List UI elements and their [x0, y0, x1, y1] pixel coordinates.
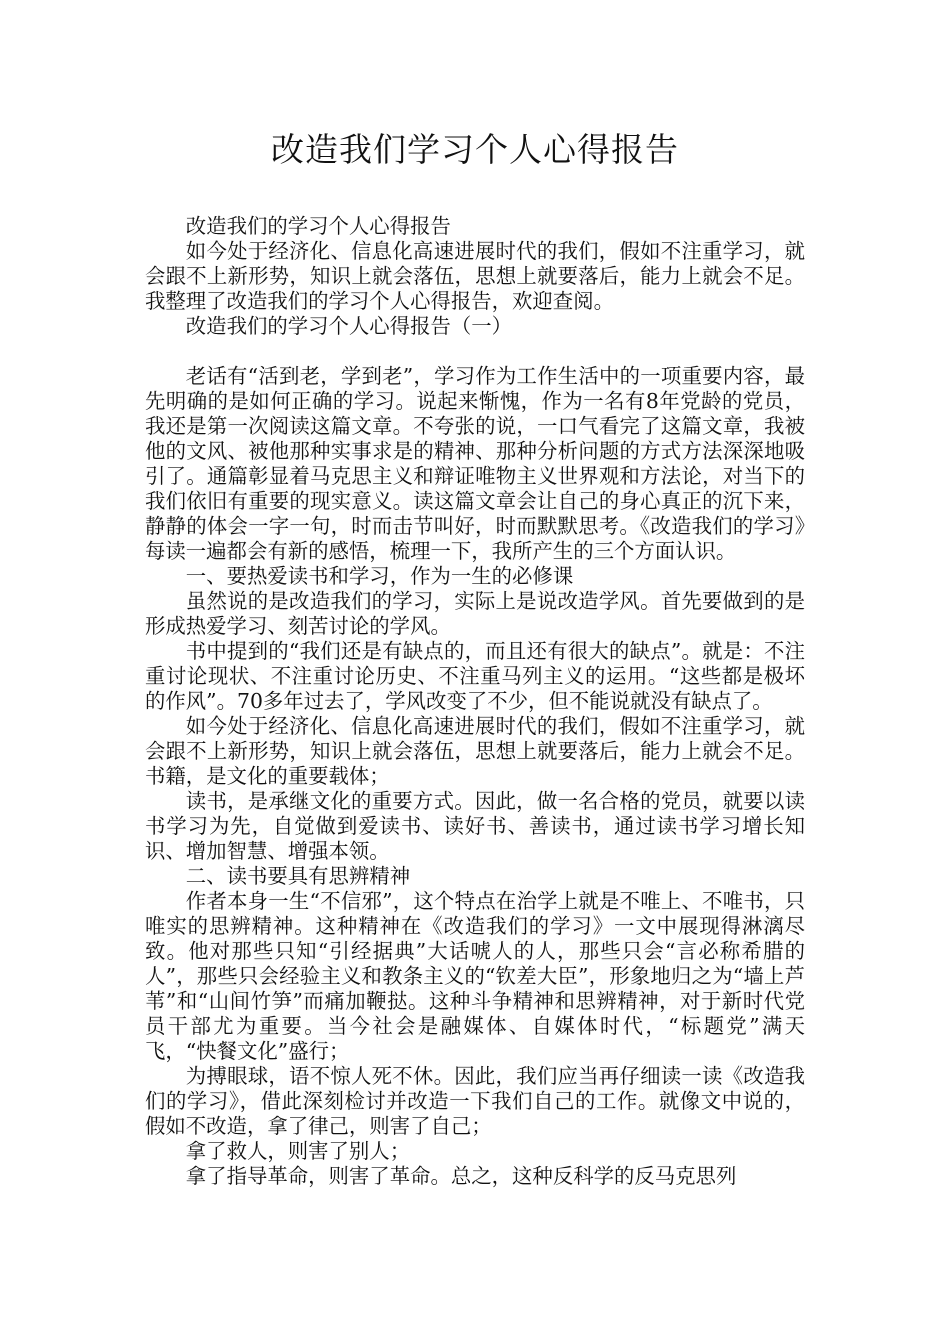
section-heading-1: 一、要热爱读书和学习，作为一生的必修课: [185, 564, 574, 588]
document-body: [145, 214, 805, 1189]
body-paragraph: 读书，是承继文化的重要方式。因此，做一名合格的党员，就要以读书学习为先，自觉做到爱读书、读好书、善读书，通过读书学习增长知识、增加智慧、增强本领。: [145, 789, 805, 863]
body-paragraph: 如今处于经济化、信息化高速进展时代的我们，假如不注重学习，就会跟不上新形势，知识上就会落伍，思想上就要落后，能力上就会不足。书籍，是文化的重要载体；: [145, 714, 805, 788]
body-paragraph: 书中提到的“我们还是有缺点的，而且还有很大的缺点”。就是：不注重讨论现状、不注重讨论历史、不注重马列主义的运用。“这些都是极坏的作风”。70多年过去了，学风改变了不少，但不能说就没有缺点了。: [145, 639, 805, 713]
body-paragraph: 老话有“活到老，学到老”，学习作为工作生活中的一项重要内容，最先明确的是如何正确的学习。说起来惭愧，作为一名有8年党龄的党员，我还是第一次阅读这篇文章。不夸张的说，一口气看完了这篇文章，我被他的文风、被他那种实事求是的精神、那种分析问题的方式方法深深地吸引了。通篇彰显着马克思主义和辩证唯物主义世界观和方法论，对当下的我们依旧有重要的现实意义。读这篇文章会让自己的身心真正的沉下来，静静的体会一字一句，时而击节叫好，时而默默思考。《改造我们的学习》每读一遍都会有新的感悟，梳理一下，我所产生的三个方面认识。: [145, 364, 805, 563]
section-heading-report-one: 改造我们的学习个人心得报告（一）: [185, 314, 513, 338]
paragraph-spacer: [145, 339, 805, 364]
body-paragraph: 虽然说的是改造我们的学习，实际上是说改造学风。首先要做到的是形成热爱学习、刻苦讨论的学风。: [145, 589, 805, 638]
body-paragraph-intro: 如今处于经济化、信息化高速进展时代的我们，假如不注重学习，就会跟不上新形势，知识上就会落伍，思想上就要落后，能力上就会不足。我整理了改造我们的学习个人心得报告，欢迎查阅。: [145, 239, 805, 313]
body-paragraph-subtitle: 改造我们的学习个人心得报告: [185, 214, 451, 238]
body-paragraph: 拿了救人，则害了别人；: [185, 1139, 411, 1163]
document-page: [145, 128, 805, 1189]
body-paragraph: 为搏眼球，语不惊人死不休。因此，我们应当再仔细读一读《改造我们的学习》，借此深刻检讨并改造一下我们自己的工作。就像文中说的，假如不改造，拿了律己，则害了自己；: [145, 1064, 805, 1138]
document-title: 改造我们学习个人心得报告: [271, 130, 679, 169]
body-paragraph: 作者本身一生“不信邪”，这个特点在治学上就是不唯上、不唯书，只唯实的思辨精神。这种精神在《改造我们的学习》一文中展现得淋漓尽致。他对那些只知“引经据典”大话唬人的人，那些只会“言必称希腊的人”，那些只会经验主义和教条主义的“钦差大臣”，形象地归之为“墙上芦苇”和“山间竹笋”而痛加鞭挞。这种斗争精神和思辨精神，对于新时代党员干部尤为重要。当今社会是融媒体、自媒体时代，“标题党”满天飞，“快餐文化”盛行；: [145, 889, 805, 1063]
section-heading-2: 二、读书要具有思辨精神: [185, 864, 411, 888]
body-paragraph: 拿了指导革命，则害了革命。总之，这种反科学的反马克思列: [185, 1164, 737, 1188]
